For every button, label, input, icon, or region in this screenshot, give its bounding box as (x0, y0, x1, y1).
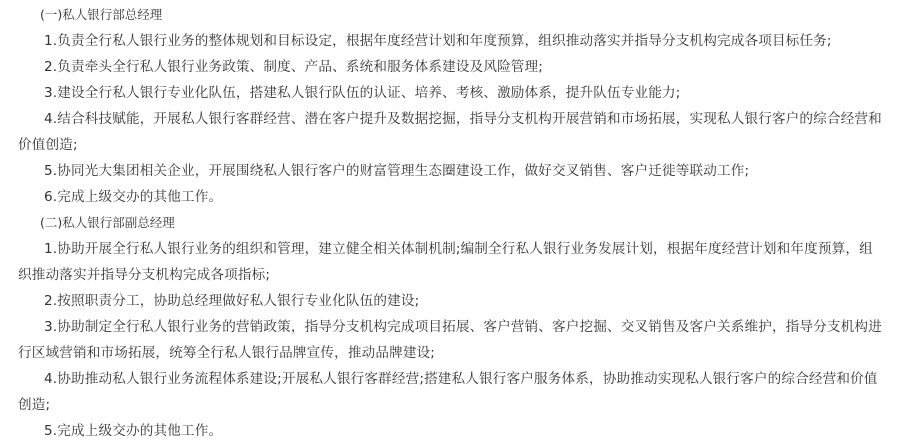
list-item: 2.按照职责分工，协助总经理做好私人银行专业化队伍的建设; (44, 293, 420, 309)
list-item: 6.完成上级交办的其他工作。 (44, 189, 223, 205)
section-deputy-general-manager (18, 210, 883, 444)
section-general-manager (18, 2, 883, 210)
list-item: 5.完成上级交办的其他工作。 (44, 423, 223, 439)
list-item: 5.协同光大集团相关企业，开展围绕私人银行客户的财富管理生态圈建设工作，做好交叉销售、客户迁徙等联动工作; (44, 163, 750, 179)
section-heading: (一)私人银行部总经理 (40, 7, 163, 22)
list-item: 2.负责牵头全行私人银行业务政策、制度、产品、系统和服务体系建设及风险管理; (44, 59, 544, 75)
list-item: 3.建设全行私人银行专业化队伍，搭建私人银行队伍的认证、培养、考核、激励体系，提升队伍专业能力; (44, 85, 681, 101)
list-item: 4.结合科技赋能，开展私人银行客群经营、潜在客户提升及数据挖掘，指导分支机构开展营销和市场拓展，实现私人银行客户的综合经营和价值创造; (18, 111, 882, 153)
list-item: 1.协助开展全行私人银行业务的组织和管理，建立健全相关体制机制;编制全行私人银行业务发展计划，根据年度经营计划和年度预算，组织推动落实并指导分支机构完成各项指标; (18, 241, 873, 283)
section-heading: (二)私人银行部副总经理 (40, 215, 175, 230)
list-item: 3.协助制定全行私人银行业务的营销政策，指导分支机构完成项目拓展、客户营销、客户挖掘、交叉销售及客户关系维护，指导分支机构进行区域营销和市场拓展，统筹全行私人银行品牌宣传，推动品牌建设; (18, 319, 882, 361)
list-item: 4.协助推动私人银行业务流程体系建设;开展私人银行客群经营;搭建私人银行客户服务体系，协助推动实现私人银行客户的综合经营和价值创造; (18, 371, 878, 413)
list-item: 1.负责全行私人银行业务的整体规划和目标设定，根据年度经营计划和年度预算，组织推动落实并指导分支机构完成各项目标任务; (44, 33, 832, 49)
document-body (0, 2, 899, 444)
